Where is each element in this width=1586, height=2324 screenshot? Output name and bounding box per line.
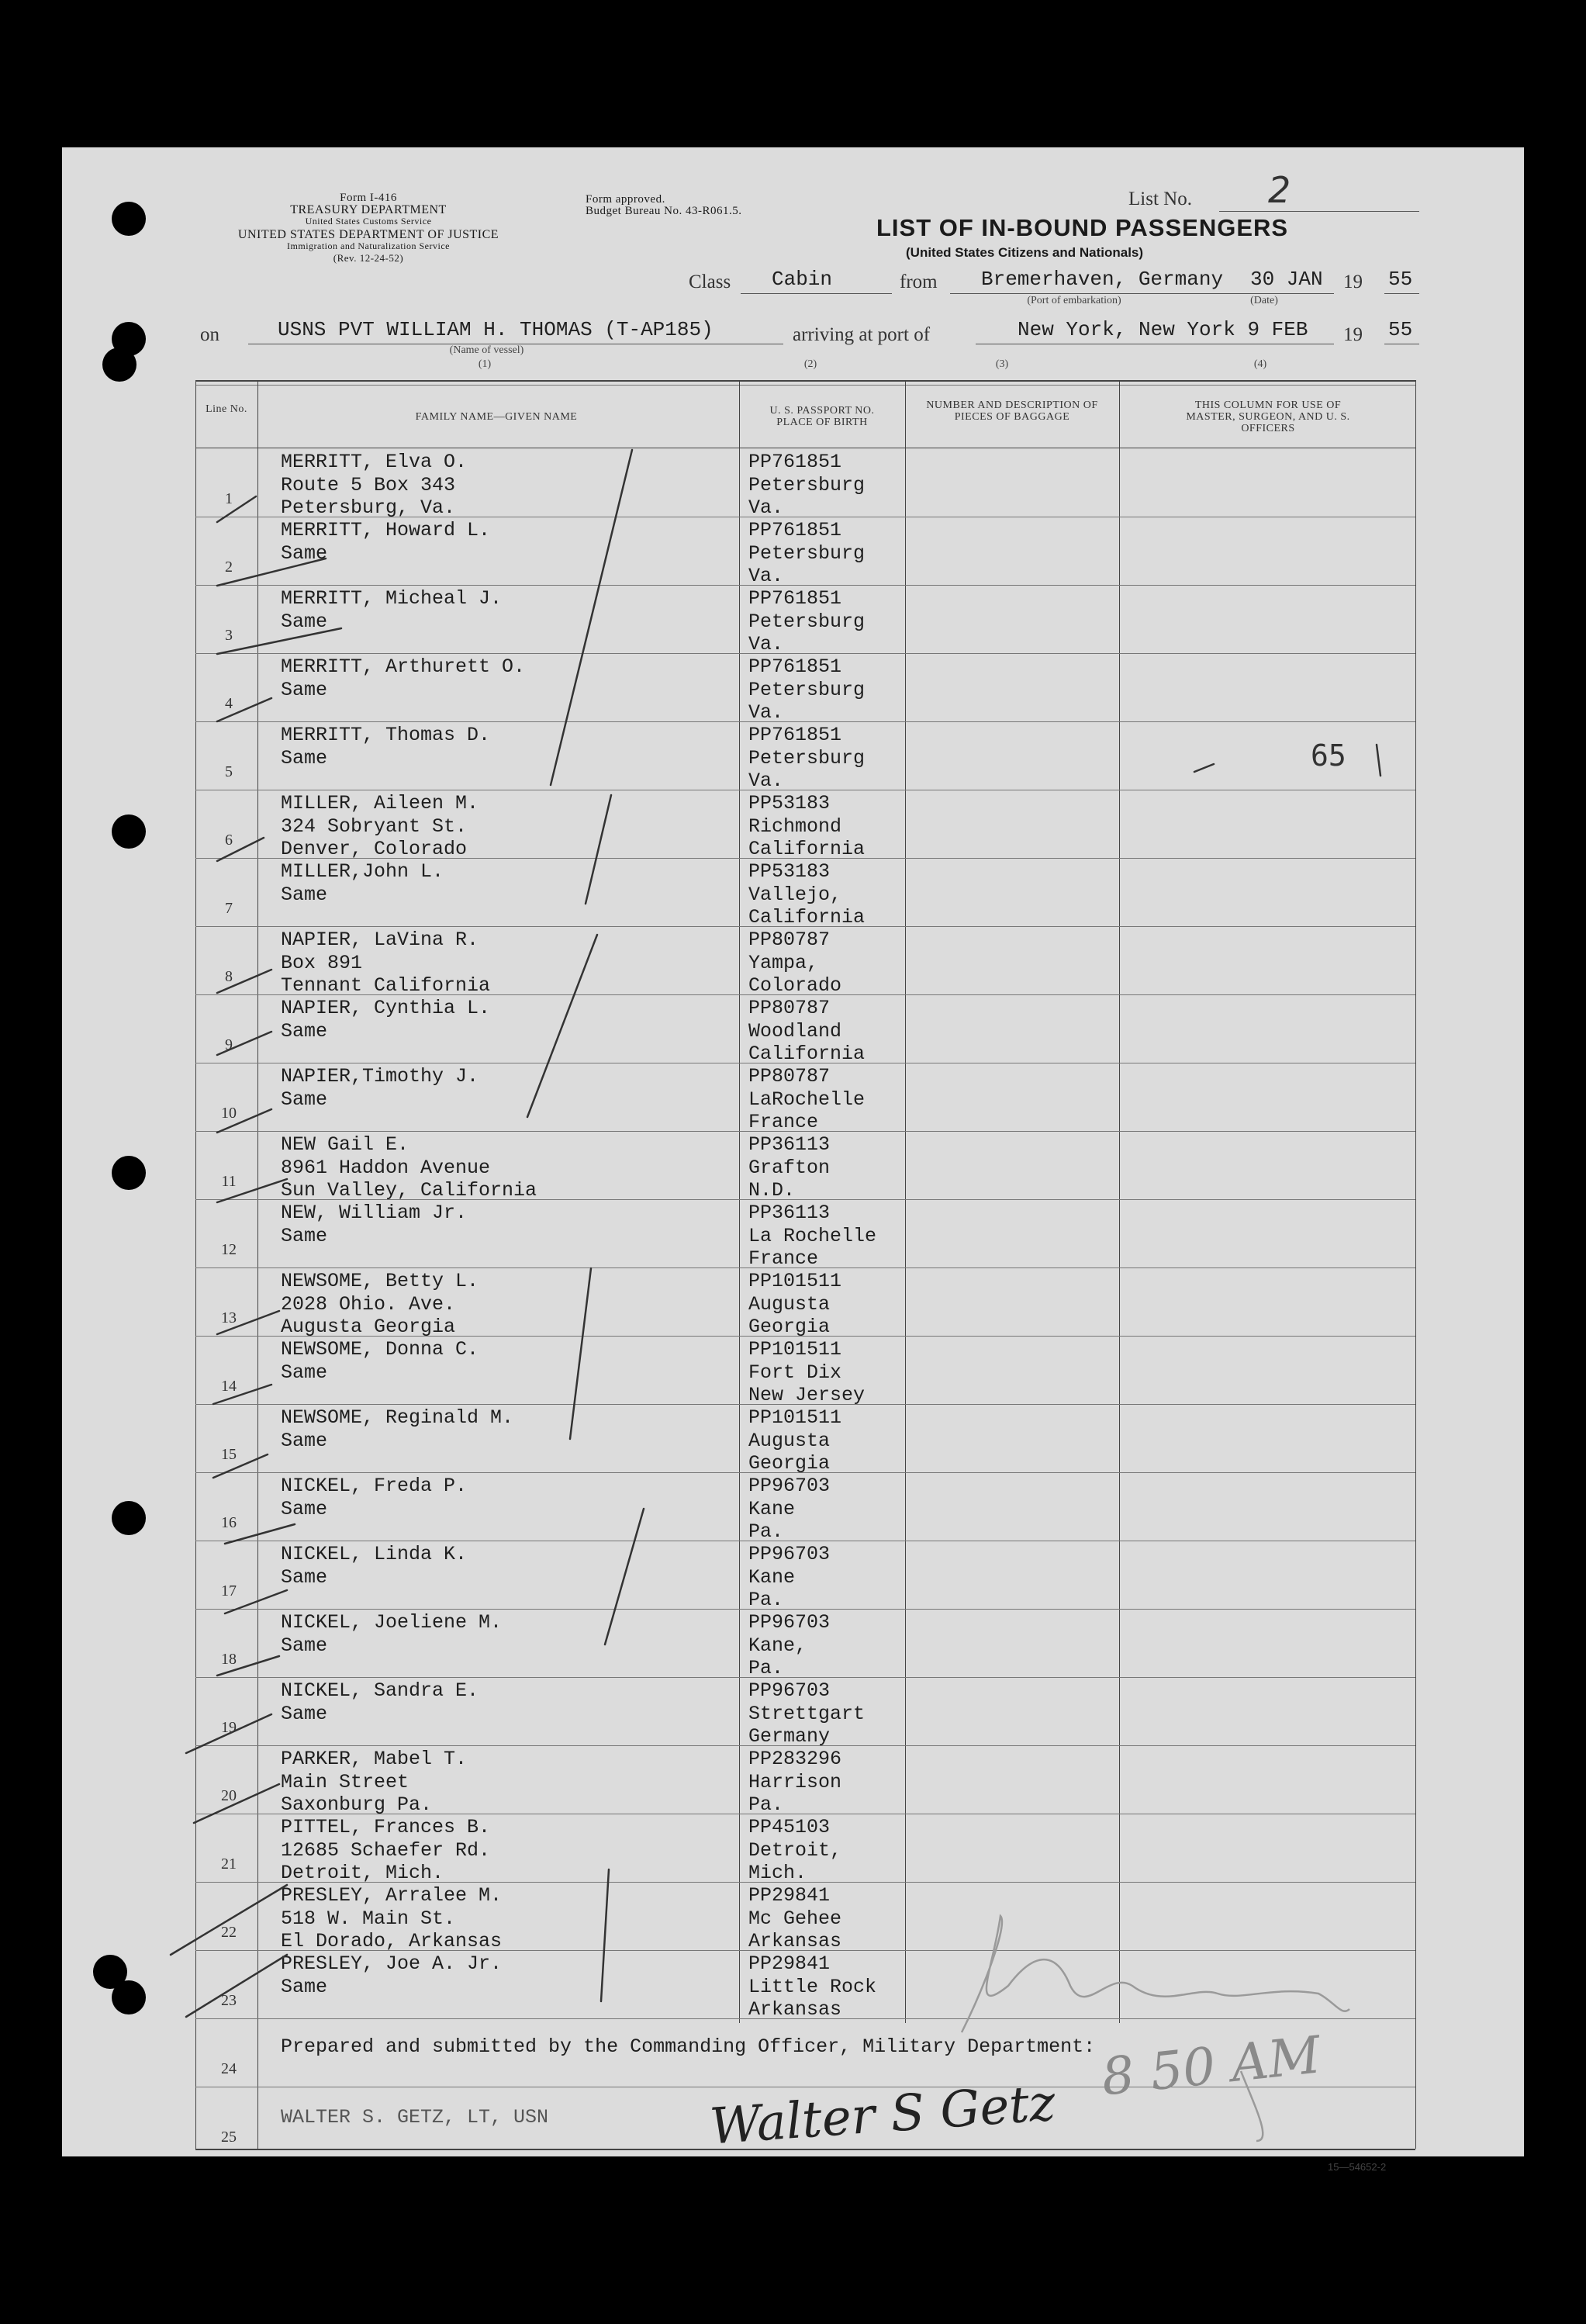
line-number: 11 [221,1173,237,1190]
passport-birthplace: PP283296 Harrison Pa. [748,1748,842,1816]
port-of-embarkation: Bremerhaven, Germany [981,268,1224,291]
line-number: 6 [225,832,233,849]
line-number: 8 [225,968,233,985]
passenger-name-address: NEW Gail E. 8961 Haddon Avenue Sun Valley, California [281,1133,537,1202]
on-label: on [200,324,219,345]
passport-birthplace: PP36113 La Rochelle France [748,1202,877,1270]
line-number: 7 [225,900,233,917]
footer-officer-name: WALTER S. GETZ, LT, USN [281,2106,549,2129]
col-num-2: (2) [803,358,817,370]
tick-mark [225,1590,287,1613]
line-number: 9 [225,1036,233,1053]
passenger-name-address: MERRITT, Arthurett O. Same [281,655,526,701]
passenger-name-address: MERRITT, Micheal J. Same [281,587,503,633]
list-no-label: List No. [1128,188,1192,209]
line-number: 23 [221,1992,237,2009]
passenger-name-address: NAPIER, LaVina R. Box 891 Tennant California [281,929,491,997]
passport-birthplace: PP80787 Woodland California [748,997,866,1065]
footer-submitted: Prepared and submitted by the Commanding Officer, Military Department: [281,2035,1096,2058]
tick-mark [217,1656,279,1676]
justice-dept: UNITED STATES DEPARTMENT OF JUSTICE [237,228,499,241]
year-suffix-1: 55 [1388,268,1413,291]
line-number: 14 [221,1378,237,1395]
passenger-name-address: PARKER, Mabel T. Main Street Saxonburg Pa. [281,1748,468,1816]
header-line-no: Line No. [206,403,247,415]
officer-note: 65 [1311,738,1346,773]
tick-mark [217,838,264,861]
passport-birthplace: PP761851 Petersburg Va. [748,587,866,655]
arriving-label: arriving at port of [793,324,931,345]
passenger-name-address: PRESLEY, Arralee M. 518 W. Main St. El Dorado, Arkansas [281,1884,503,1952]
passenger-name-address: PRESLEY, Joe A. Jr. Same [281,1952,503,1998]
passport-birthplace: PP53183 Vallejo, California [748,860,866,929]
vessel-name: USNS PVT WILLIAM H. THOMAS (T-AP185) [278,318,714,341]
line-number: 22 [221,1924,237,1941]
budget-bureau: Budget Bureau No. 43-R061.5. [586,205,742,217]
passport-birthplace: PP53183 Richmond California [748,792,866,860]
passenger-name-address: MERRITT, Howard L. Same [281,519,491,565]
tick-mark [1194,764,1214,772]
pencil-scrawl [1241,2071,1263,2141]
stamp-time-note: 8 50 AM [1098,2025,1324,2108]
tick-mark [217,1032,271,1055]
tick-mark [217,628,341,654]
line-number: 4 [225,695,233,712]
passport-birthplace: PP761851 Petersburg Va. [748,655,866,724]
line-number: 19 [221,1719,237,1736]
passport-birthplace: PP101511 Augusta Georgia [748,1270,842,1338]
tick-mark [217,559,326,586]
tick-mark [1377,745,1380,776]
passenger-name-address: NEWSOME, Reginald M. Same [281,1406,514,1452]
line-number: 21 [221,1855,237,1873]
signature: Walter S Getz [707,2074,1058,2156]
treasury-dept: TREASURY DEPARTMENT [290,203,447,216]
passport-birthplace: PP80787 Yampa, Colorado [748,929,842,997]
tick-mark [217,496,256,522]
passenger-name-address: NICKEL, Freda P. Same [281,1475,468,1520]
year-prefix-1: 19 [1343,271,1363,292]
check-mark [551,450,632,785]
passport-birthplace: PP80787 LaRochelle France [748,1065,866,1133]
line-number: 13 [221,1309,237,1326]
line-number: 5 [225,763,233,780]
line-number: 25 [221,2129,237,2146]
passenger-name-address: NEW, William Jr. Same [281,1202,468,1247]
check-mark [527,935,597,1117]
list-no-value: 2 [1268,169,1291,211]
pencil-scrawl [962,1916,1349,2032]
form-number: Form I-416 [340,192,397,204]
passport-birthplace: PP36113 Grafton N.D. [748,1133,831,1202]
col-num-4: (4) [1253,358,1267,370]
line-number: 18 [221,1651,237,1668]
tick-mark [217,1109,271,1133]
line-number: 20 [221,1787,237,1804]
header-baggage: NUMBER AND DESCRIPTION OF PIECES OF BAGGAGE [926,399,1098,423]
line-number: 2 [225,559,233,576]
passenger-name-address: NEWSOME, Donna C. Same [281,1338,479,1384]
check-mark [586,795,611,904]
class-label: Class [689,271,731,292]
passenger-name-address: MILLER,John L. Same [281,860,444,906]
arrival-port-date: New York, New York 9 FEB [1018,318,1308,341]
tick-mark [213,1385,271,1404]
line-number: 1 [225,490,233,507]
passport-birthplace: PP761851 Petersburg Va. [748,724,866,792]
form-approved: Form approved. [586,193,665,206]
tick-mark [217,970,271,993]
year-prefix-2: 19 [1343,324,1363,345]
tick-mark [217,698,271,721]
header-name: FAMILY NAME—GIVEN NAME [415,411,578,423]
passenger-name-address: PITTEL, Frances B. 12685 Schaefer Rd. Detroit, Mich. [281,1816,491,1884]
page-title: LIST OF IN-BOUND PASSENGERS [876,214,1289,241]
tick-mark [186,1714,271,1753]
header-officers: THIS COLUMN FOR USE OF MASTER, SURGEON, AND U. S. OFFICERS [1186,399,1350,434]
passenger-name-address: NICKEL, Joeliene M. Same [281,1611,503,1657]
passport-birthplace: PP101511 Fort Dix New Jersey [748,1338,866,1406]
print-code: 15—54652-2 [1328,2161,1387,2173]
revision: (Rev. 12-24-52) [333,252,404,264]
ins-service: Immigration and Naturalization Service [287,240,450,251]
tick-mark [194,1784,279,1823]
tick-mark [217,1311,279,1334]
vessel-caption: (Name of vessel) [449,344,524,356]
line-number: 24 [221,2060,237,2077]
passenger-name-address: NICKEL, Linda K. Same [281,1543,468,1589]
passport-birthplace: PP96703 Strettgart Germany [748,1679,866,1748]
tick-mark [217,1179,287,1202]
date-caption: (Date) [1250,295,1278,306]
line-number: 17 [221,1582,237,1599]
passenger-name-address: NAPIER,Timothy J. Same [281,1065,479,1111]
passport-birthplace: PP101511 Augusta Georgia [748,1406,842,1475]
tick-mark [225,1524,295,1544]
passenger-name-address: NAPIER, Cynthia L. Same [281,997,491,1043]
line-number: 12 [221,1241,237,1258]
passenger-name-address: MERRITT, Elva O. Route 5 Box 343 Petersburg, Va. [281,451,468,519]
departure-date: 30 JAN [1250,268,1323,291]
line-number: 15 [221,1446,237,1463]
port-caption: (Port of embarkation) [1027,295,1121,306]
page-subtitle: (United States Citizens and Nationals) [906,245,1144,260]
line-number: 16 [221,1514,237,1531]
passport-birthplace: PP45103 Detroit, Mich. [748,1816,842,1884]
year-suffix-2: 55 [1388,318,1413,341]
passenger-name-address: NICKEL, Sandra E. Same [281,1679,479,1725]
check-mark [601,1869,609,2001]
passport-birthplace: PP96703 Kane, Pa. [748,1611,831,1679]
check-mark [605,1509,644,1644]
passport-birthplace: PP761851 Petersburg Va. [748,451,866,519]
passenger-name-address: MERRITT, Thomas D. Same [281,724,491,769]
col-num-3: (3) [995,358,1009,370]
passport-birthplace: PP29841 Mc Gehee Arkansas [748,1884,842,1952]
passenger-name-address: MILLER, Aileen M. 324 Sobryant St. Denver, Colorado [281,792,479,860]
passport-birthplace: PP96703 Kane Pa. [748,1475,831,1543]
line-number: 3 [225,627,233,644]
tick-mark [213,1454,268,1478]
tick-mark [171,1885,287,1955]
customs-service: United States Customs Service [305,216,432,227]
passport-birthplace: PP96703 Kane Pa. [748,1543,831,1611]
from-label: from [900,271,938,292]
col-num-1: (1) [478,358,492,370]
tick-mark [186,1955,287,2017]
passenger-name-address: NEWSOME, Betty L. 2028 Ohio. Ave. Augusta Georgia [281,1270,479,1338]
line-number: 10 [221,1105,237,1122]
passport-birthplace: PP29841 Little Rock Arkansas [748,1952,877,2021]
header-passport: U. S. PASSPORT NO. PLACE OF BIRTH [769,405,875,428]
check-mark [570,1268,591,1439]
passport-birthplace: PP761851 Petersburg Va. [748,519,866,587]
class-value: Cabin [772,268,833,291]
